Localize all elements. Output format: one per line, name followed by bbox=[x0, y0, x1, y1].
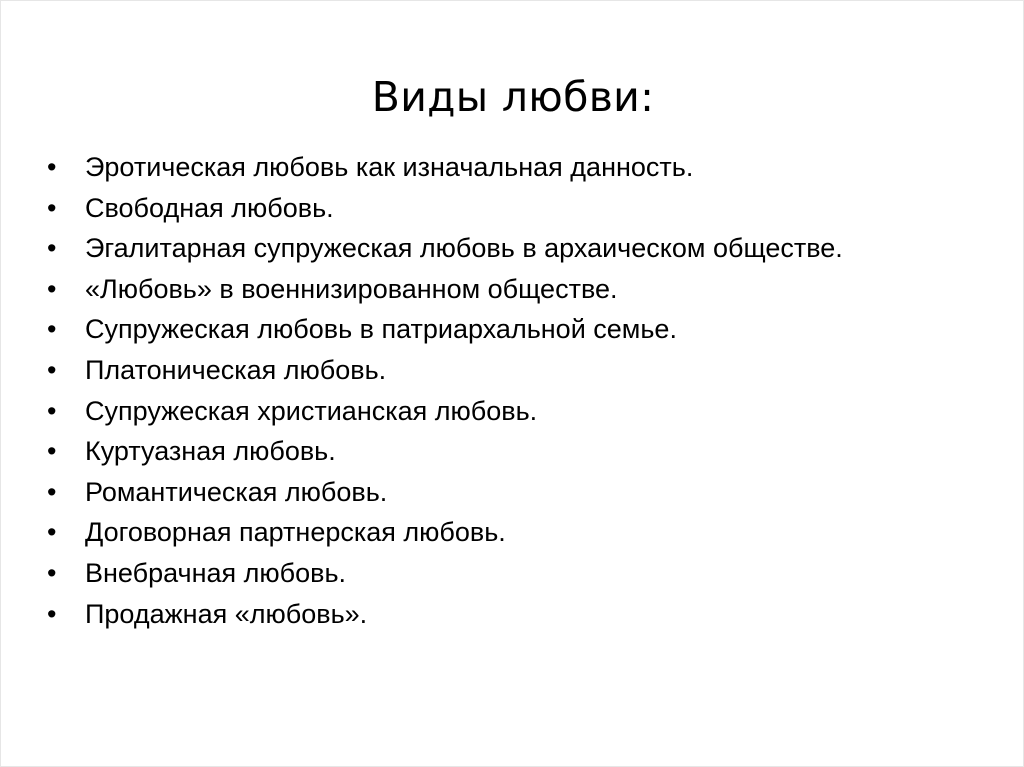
list-item: • Супружеская христианская любовь. bbox=[47, 396, 947, 427]
list-item: • Эротическая любовь как изначальная данность. bbox=[47, 152, 947, 183]
list-item: • Эгалитарная супружеская любовь в архаическом обществе. bbox=[47, 233, 947, 264]
list-item: • Платоническая любовь. bbox=[47, 355, 947, 386]
list-item: • Свободная любовь. bbox=[47, 193, 947, 224]
slide-title: Виды любви: bbox=[371, 73, 655, 121]
list-item: • Внебрачная любовь. bbox=[47, 558, 947, 589]
list-item: • Супружеская любовь в патриархальной семье. bbox=[47, 314, 947, 345]
list-item: • Договорная партнерская любовь. bbox=[47, 517, 947, 548]
list-item: • Куртуазная любовь. bbox=[47, 436, 947, 467]
list-item: • Продажная «любовь». bbox=[47, 599, 947, 630]
list-item: • «Любовь» в военнизированном обществе. bbox=[47, 274, 947, 305]
bullet-list bbox=[47, 152, 947, 639]
list-item: • Романтическая любовь. bbox=[47, 477, 947, 508]
